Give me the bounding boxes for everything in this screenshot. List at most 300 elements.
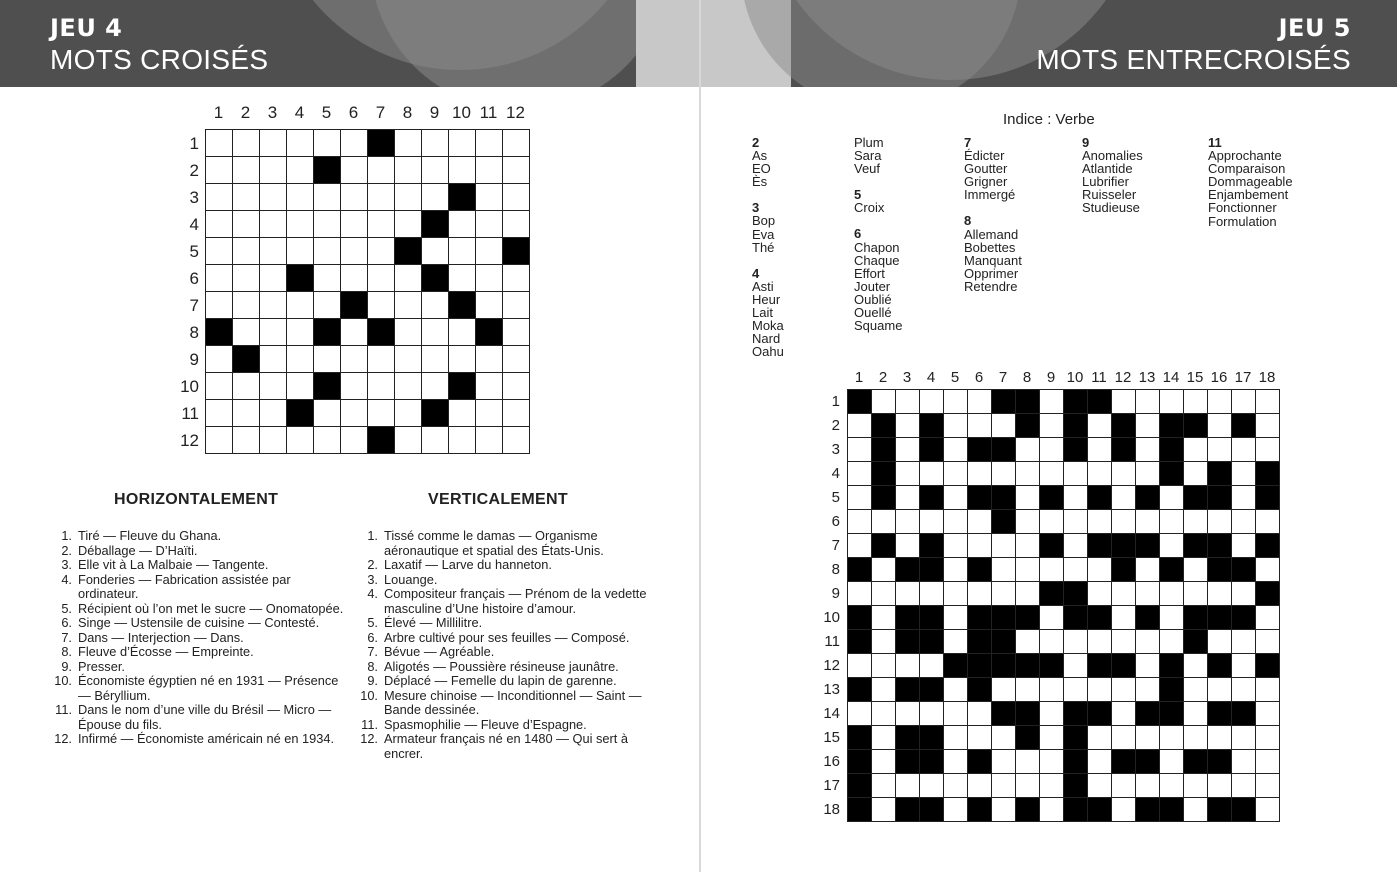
grid-cell[interactable] xyxy=(206,238,233,265)
grid-cell[interactable] xyxy=(944,798,968,822)
grid-cell[interactable] xyxy=(260,157,287,184)
grid-cell[interactable] xyxy=(503,157,530,184)
grid-cell[interactable] xyxy=(896,414,920,438)
grid-cell[interactable] xyxy=(476,400,503,427)
grid-cell[interactable] xyxy=(848,702,872,726)
grid-cell[interactable] xyxy=(1256,630,1280,654)
grid-cell[interactable] xyxy=(1016,678,1040,702)
grid-cell[interactable] xyxy=(1016,534,1040,558)
grid-cell[interactable] xyxy=(1208,414,1232,438)
grid-cell[interactable] xyxy=(1160,726,1184,750)
grid-cell[interactable] xyxy=(341,346,368,373)
grid-cell[interactable] xyxy=(341,373,368,400)
grid-cell[interactable] xyxy=(968,726,992,750)
grid-cell[interactable] xyxy=(503,427,530,454)
grid-cell[interactable] xyxy=(368,238,395,265)
grid-cell[interactable] xyxy=(1136,510,1160,534)
grid-cell[interactable] xyxy=(944,630,968,654)
grid-cell[interactable] xyxy=(872,558,896,582)
grid-cell[interactable] xyxy=(1136,726,1160,750)
grid-cell[interactable] xyxy=(395,346,422,373)
grid-cell[interactable] xyxy=(395,157,422,184)
fill-in-grid[interactable] xyxy=(847,389,1280,822)
grid-cell[interactable] xyxy=(1136,462,1160,486)
grid-cell[interactable] xyxy=(992,750,1016,774)
grid-cell[interactable] xyxy=(476,292,503,319)
grid-cell[interactable] xyxy=(968,702,992,726)
grid-cell[interactable] xyxy=(992,558,1016,582)
grid-cell[interactable] xyxy=(944,702,968,726)
grid-cell[interactable] xyxy=(260,319,287,346)
grid-cell[interactable] xyxy=(1016,630,1040,654)
grid-cell[interactable] xyxy=(992,534,1016,558)
grid-cell[interactable] xyxy=(341,157,368,184)
grid-cell[interactable] xyxy=(1136,654,1160,678)
grid-cell[interactable] xyxy=(1064,486,1088,510)
grid-cell[interactable] xyxy=(1064,678,1088,702)
grid-cell[interactable] xyxy=(920,774,944,798)
grid-cell[interactable] xyxy=(1160,486,1184,510)
grid-cell[interactable] xyxy=(992,582,1016,606)
grid-cell[interactable] xyxy=(1160,510,1184,534)
grid-cell[interactable] xyxy=(872,750,896,774)
grid-cell[interactable] xyxy=(920,390,944,414)
grid-cell[interactable] xyxy=(287,292,314,319)
grid-cell[interactable] xyxy=(260,211,287,238)
grid-cell[interactable] xyxy=(944,774,968,798)
grid-cell[interactable] xyxy=(449,157,476,184)
grid-cell[interactable] xyxy=(476,265,503,292)
grid-cell[interactable] xyxy=(449,346,476,373)
grid-cell[interactable] xyxy=(848,438,872,462)
grid-cell[interactable] xyxy=(1040,630,1064,654)
grid-cell[interactable] xyxy=(944,414,968,438)
grid-cell[interactable] xyxy=(260,238,287,265)
grid-cell[interactable] xyxy=(206,373,233,400)
grid-cell[interactable] xyxy=(395,130,422,157)
crossword-grid[interactable] xyxy=(205,129,530,454)
grid-cell[interactable] xyxy=(992,726,1016,750)
grid-cell[interactable] xyxy=(1160,582,1184,606)
grid-cell[interactable] xyxy=(848,534,872,558)
grid-cell[interactable] xyxy=(1232,582,1256,606)
grid-cell[interactable] xyxy=(395,184,422,211)
grid-cell[interactable] xyxy=(1064,654,1088,678)
grid-cell[interactable] xyxy=(503,184,530,211)
grid-cell[interactable] xyxy=(1232,678,1256,702)
grid-cell[interactable] xyxy=(368,211,395,238)
grid-cell[interactable] xyxy=(872,390,896,414)
grid-cell[interactable] xyxy=(1112,462,1136,486)
grid-cell[interactable] xyxy=(1232,462,1256,486)
grid-cell[interactable] xyxy=(476,157,503,184)
grid-cell[interactable] xyxy=(260,265,287,292)
grid-cell[interactable] xyxy=(503,400,530,427)
grid-cell[interactable] xyxy=(1088,678,1112,702)
grid-cell[interactable] xyxy=(944,750,968,774)
grid-cell[interactable] xyxy=(1112,510,1136,534)
grid-cell[interactable] xyxy=(1016,558,1040,582)
grid-cell[interactable] xyxy=(920,510,944,534)
grid-cell[interactable] xyxy=(206,292,233,319)
grid-cell[interactable] xyxy=(260,427,287,454)
grid-cell[interactable] xyxy=(206,157,233,184)
grid-cell[interactable] xyxy=(1184,678,1208,702)
grid-cell[interactable] xyxy=(287,319,314,346)
grid-cell[interactable] xyxy=(1184,390,1208,414)
grid-cell[interactable] xyxy=(968,774,992,798)
grid-cell[interactable] xyxy=(1040,438,1064,462)
grid-cell[interactable] xyxy=(1184,654,1208,678)
grid-cell[interactable] xyxy=(314,211,341,238)
grid-cell[interactable] xyxy=(968,462,992,486)
grid-cell[interactable] xyxy=(1040,726,1064,750)
grid-cell[interactable] xyxy=(422,130,449,157)
grid-cell[interactable] xyxy=(944,486,968,510)
grid-cell[interactable] xyxy=(233,319,260,346)
grid-cell[interactable] xyxy=(1256,798,1280,822)
grid-cell[interactable] xyxy=(1184,462,1208,486)
grid-cell[interactable] xyxy=(1112,798,1136,822)
grid-cell[interactable] xyxy=(872,582,896,606)
grid-cell[interactable] xyxy=(233,184,260,211)
grid-cell[interactable] xyxy=(1040,462,1064,486)
grid-cell[interactable] xyxy=(341,238,368,265)
grid-cell[interactable] xyxy=(1016,510,1040,534)
grid-cell[interactable] xyxy=(896,390,920,414)
grid-cell[interactable] xyxy=(314,265,341,292)
grid-cell[interactable] xyxy=(422,157,449,184)
grid-cell[interactable] xyxy=(395,373,422,400)
grid-cell[interactable] xyxy=(872,606,896,630)
grid-cell[interactable] xyxy=(1256,438,1280,462)
grid-cell[interactable] xyxy=(287,211,314,238)
grid-cell[interactable] xyxy=(449,238,476,265)
grid-cell[interactable] xyxy=(944,558,968,582)
grid-cell[interactable] xyxy=(503,319,530,346)
grid-cell[interactable] xyxy=(1016,750,1040,774)
grid-cell[interactable] xyxy=(449,265,476,292)
grid-cell[interactable] xyxy=(1256,678,1280,702)
grid-cell[interactable] xyxy=(1232,654,1256,678)
grid-cell[interactable] xyxy=(1112,486,1136,510)
grid-cell[interactable] xyxy=(206,130,233,157)
grid-cell[interactable] xyxy=(1256,726,1280,750)
grid-cell[interactable] xyxy=(1160,630,1184,654)
grid-cell[interactable] xyxy=(449,130,476,157)
grid-cell[interactable] xyxy=(287,238,314,265)
grid-cell[interactable] xyxy=(1184,438,1208,462)
grid-cell[interactable] xyxy=(1184,774,1208,798)
grid-cell[interactable] xyxy=(476,184,503,211)
grid-cell[interactable] xyxy=(1136,678,1160,702)
grid-cell[interactable] xyxy=(476,130,503,157)
grid-cell[interactable] xyxy=(848,414,872,438)
grid-cell[interactable] xyxy=(896,774,920,798)
grid-cell[interactable] xyxy=(206,184,233,211)
grid-cell[interactable] xyxy=(896,582,920,606)
grid-cell[interactable] xyxy=(1088,750,1112,774)
grid-cell[interactable] xyxy=(1232,438,1256,462)
grid-cell[interactable] xyxy=(1088,558,1112,582)
grid-cell[interactable] xyxy=(476,211,503,238)
grid-cell[interactable] xyxy=(968,390,992,414)
grid-cell[interactable] xyxy=(503,130,530,157)
grid-cell[interactable] xyxy=(1064,510,1088,534)
grid-cell[interactable] xyxy=(260,130,287,157)
grid-cell[interactable] xyxy=(476,346,503,373)
grid-cell[interactable] xyxy=(233,157,260,184)
grid-cell[interactable] xyxy=(1088,582,1112,606)
grid-cell[interactable] xyxy=(872,774,896,798)
grid-cell[interactable] xyxy=(1088,414,1112,438)
grid-cell[interactable] xyxy=(260,373,287,400)
grid-cell[interactable] xyxy=(233,238,260,265)
grid-cell[interactable] xyxy=(314,346,341,373)
grid-cell[interactable] xyxy=(1208,582,1232,606)
grid-cell[interactable] xyxy=(287,157,314,184)
grid-cell[interactable] xyxy=(368,400,395,427)
grid-cell[interactable] xyxy=(1016,462,1040,486)
grid-cell[interactable] xyxy=(1040,774,1064,798)
grid-cell[interactable] xyxy=(1088,630,1112,654)
grid-cell[interactable] xyxy=(1040,510,1064,534)
grid-cell[interactable] xyxy=(341,319,368,346)
grid-cell[interactable] xyxy=(1208,510,1232,534)
grid-cell[interactable] xyxy=(260,184,287,211)
grid-cell[interactable] xyxy=(341,265,368,292)
grid-cell[interactable] xyxy=(1184,726,1208,750)
grid-cell[interactable] xyxy=(992,462,1016,486)
grid-cell[interactable] xyxy=(233,400,260,427)
grid-cell[interactable] xyxy=(920,582,944,606)
grid-cell[interactable] xyxy=(1184,510,1208,534)
grid-cell[interactable] xyxy=(287,130,314,157)
grid-cell[interactable] xyxy=(1136,582,1160,606)
grid-cell[interactable] xyxy=(260,400,287,427)
grid-cell[interactable] xyxy=(476,238,503,265)
grid-cell[interactable] xyxy=(1256,774,1280,798)
grid-cell[interactable] xyxy=(848,510,872,534)
grid-cell[interactable] xyxy=(1136,630,1160,654)
grid-cell[interactable] xyxy=(233,130,260,157)
grid-cell[interactable] xyxy=(848,582,872,606)
grid-cell[interactable] xyxy=(1256,558,1280,582)
grid-cell[interactable] xyxy=(314,238,341,265)
grid-cell[interactable] xyxy=(944,390,968,414)
grid-cell[interactable] xyxy=(206,346,233,373)
grid-cell[interactable] xyxy=(896,486,920,510)
grid-cell[interactable] xyxy=(206,400,233,427)
grid-cell[interactable] xyxy=(368,346,395,373)
grid-cell[interactable] xyxy=(422,373,449,400)
grid-cell[interactable] xyxy=(368,184,395,211)
grid-cell[interactable] xyxy=(341,400,368,427)
grid-cell[interactable] xyxy=(872,678,896,702)
grid-cell[interactable] xyxy=(287,427,314,454)
grid-cell[interactable] xyxy=(1136,558,1160,582)
grid-cell[interactable] xyxy=(848,462,872,486)
grid-cell[interactable] xyxy=(341,211,368,238)
grid-cell[interactable] xyxy=(233,427,260,454)
grid-cell[interactable] xyxy=(1112,606,1136,630)
grid-cell[interactable] xyxy=(395,265,422,292)
grid-cell[interactable] xyxy=(968,510,992,534)
grid-cell[interactable] xyxy=(1040,798,1064,822)
grid-cell[interactable] xyxy=(1040,414,1064,438)
grid-cell[interactable] xyxy=(1112,702,1136,726)
grid-cell[interactable] xyxy=(449,400,476,427)
grid-cell[interactable] xyxy=(944,438,968,462)
grid-cell[interactable] xyxy=(368,157,395,184)
grid-cell[interactable] xyxy=(1232,726,1256,750)
grid-cell[interactable] xyxy=(1064,534,1088,558)
grid-cell[interactable] xyxy=(1064,558,1088,582)
grid-cell[interactable] xyxy=(896,510,920,534)
grid-cell[interactable] xyxy=(1232,774,1256,798)
grid-cell[interactable] xyxy=(368,265,395,292)
grid-cell[interactable] xyxy=(1112,582,1136,606)
grid-cell[interactable] xyxy=(1016,774,1040,798)
grid-cell[interactable] xyxy=(872,630,896,654)
grid-cell[interactable] xyxy=(992,798,1016,822)
grid-cell[interactable] xyxy=(1136,774,1160,798)
grid-cell[interactable] xyxy=(1112,678,1136,702)
grid-cell[interactable] xyxy=(422,319,449,346)
grid-cell[interactable] xyxy=(314,184,341,211)
grid-cell[interactable] xyxy=(422,184,449,211)
grid-cell[interactable] xyxy=(395,427,422,454)
grid-cell[interactable] xyxy=(449,211,476,238)
grid-cell[interactable] xyxy=(992,774,1016,798)
grid-cell[interactable] xyxy=(944,582,968,606)
grid-cell[interactable] xyxy=(503,211,530,238)
grid-cell[interactable] xyxy=(341,427,368,454)
grid-cell[interactable] xyxy=(1040,390,1064,414)
grid-cell[interactable] xyxy=(1232,534,1256,558)
grid-cell[interactable] xyxy=(1232,750,1256,774)
grid-cell[interactable] xyxy=(503,265,530,292)
grid-cell[interactable] xyxy=(1208,774,1232,798)
grid-cell[interactable] xyxy=(368,292,395,319)
grid-cell[interactable] xyxy=(944,510,968,534)
grid-cell[interactable] xyxy=(1208,678,1232,702)
grid-cell[interactable] xyxy=(1088,510,1112,534)
grid-cell[interactable] xyxy=(992,414,1016,438)
grid-cell[interactable] xyxy=(1016,582,1040,606)
grid-cell[interactable] xyxy=(1256,750,1280,774)
grid-cell[interactable] xyxy=(233,265,260,292)
grid-cell[interactable] xyxy=(848,654,872,678)
grid-cell[interactable] xyxy=(503,373,530,400)
grid-cell[interactable] xyxy=(944,534,968,558)
grid-cell[interactable] xyxy=(1112,726,1136,750)
grid-cell[interactable] xyxy=(1256,414,1280,438)
grid-cell[interactable] xyxy=(260,292,287,319)
grid-cell[interactable] xyxy=(395,292,422,319)
grid-cell[interactable] xyxy=(1232,486,1256,510)
grid-cell[interactable] xyxy=(206,211,233,238)
grid-cell[interactable] xyxy=(1184,582,1208,606)
grid-cell[interactable] xyxy=(896,702,920,726)
grid-cell[interactable] xyxy=(920,462,944,486)
grid-cell[interactable] xyxy=(422,292,449,319)
grid-cell[interactable] xyxy=(287,184,314,211)
grid-cell[interactable] xyxy=(1088,462,1112,486)
grid-cell[interactable] xyxy=(395,400,422,427)
grid-cell[interactable] xyxy=(1112,774,1136,798)
grid-cell[interactable] xyxy=(872,726,896,750)
grid-cell[interactable] xyxy=(920,654,944,678)
grid-cell[interactable] xyxy=(872,798,896,822)
grid-cell[interactable] xyxy=(968,414,992,438)
grid-cell[interactable] xyxy=(1088,438,1112,462)
grid-cell[interactable] xyxy=(233,211,260,238)
grid-cell[interactable] xyxy=(1232,630,1256,654)
grid-cell[interactable] xyxy=(848,486,872,510)
grid-cell[interactable] xyxy=(1112,630,1136,654)
grid-cell[interactable] xyxy=(1256,702,1280,726)
grid-cell[interactable] xyxy=(1040,678,1064,702)
grid-cell[interactable] xyxy=(449,319,476,346)
grid-cell[interactable] xyxy=(1016,486,1040,510)
grid-cell[interactable] xyxy=(1160,606,1184,630)
grid-cell[interactable] xyxy=(368,373,395,400)
grid-cell[interactable] xyxy=(1088,726,1112,750)
grid-cell[interactable] xyxy=(920,702,944,726)
grid-cell[interactable] xyxy=(1040,702,1064,726)
grid-cell[interactable] xyxy=(1160,750,1184,774)
grid-cell[interactable] xyxy=(944,606,968,630)
grid-cell[interactable] xyxy=(1208,630,1232,654)
grid-cell[interactable] xyxy=(1016,438,1040,462)
grid-cell[interactable] xyxy=(1208,438,1232,462)
grid-cell[interactable] xyxy=(1064,462,1088,486)
grid-cell[interactable] xyxy=(872,702,896,726)
grid-cell[interactable] xyxy=(1232,510,1256,534)
grid-cell[interactable] xyxy=(1256,390,1280,414)
grid-cell[interactable] xyxy=(1136,438,1160,462)
grid-cell[interactable] xyxy=(1160,390,1184,414)
grid-cell[interactable] xyxy=(260,346,287,373)
grid-cell[interactable] xyxy=(1112,390,1136,414)
grid-cell[interactable] xyxy=(449,427,476,454)
grid-cell[interactable] xyxy=(1208,726,1232,750)
grid-cell[interactable] xyxy=(314,427,341,454)
grid-cell[interactable] xyxy=(422,346,449,373)
grid-cell[interactable] xyxy=(1088,774,1112,798)
grid-cell[interactable] xyxy=(944,678,968,702)
grid-cell[interactable] xyxy=(896,534,920,558)
grid-cell[interactable] xyxy=(1232,390,1256,414)
grid-cell[interactable] xyxy=(314,292,341,319)
grid-cell[interactable] xyxy=(872,510,896,534)
grid-cell[interactable] xyxy=(287,346,314,373)
grid-cell[interactable] xyxy=(395,211,422,238)
grid-cell[interactable] xyxy=(503,292,530,319)
grid-cell[interactable] xyxy=(1256,606,1280,630)
grid-cell[interactable] xyxy=(1208,390,1232,414)
grid-cell[interactable] xyxy=(896,654,920,678)
grid-cell[interactable] xyxy=(872,654,896,678)
grid-cell[interactable] xyxy=(476,427,503,454)
grid-cell[interactable] xyxy=(206,427,233,454)
grid-cell[interactable] xyxy=(944,726,968,750)
grid-cell[interactable] xyxy=(1040,606,1064,630)
grid-cell[interactable] xyxy=(233,292,260,319)
grid-cell[interactable] xyxy=(1040,558,1064,582)
grid-cell[interactable] xyxy=(896,438,920,462)
